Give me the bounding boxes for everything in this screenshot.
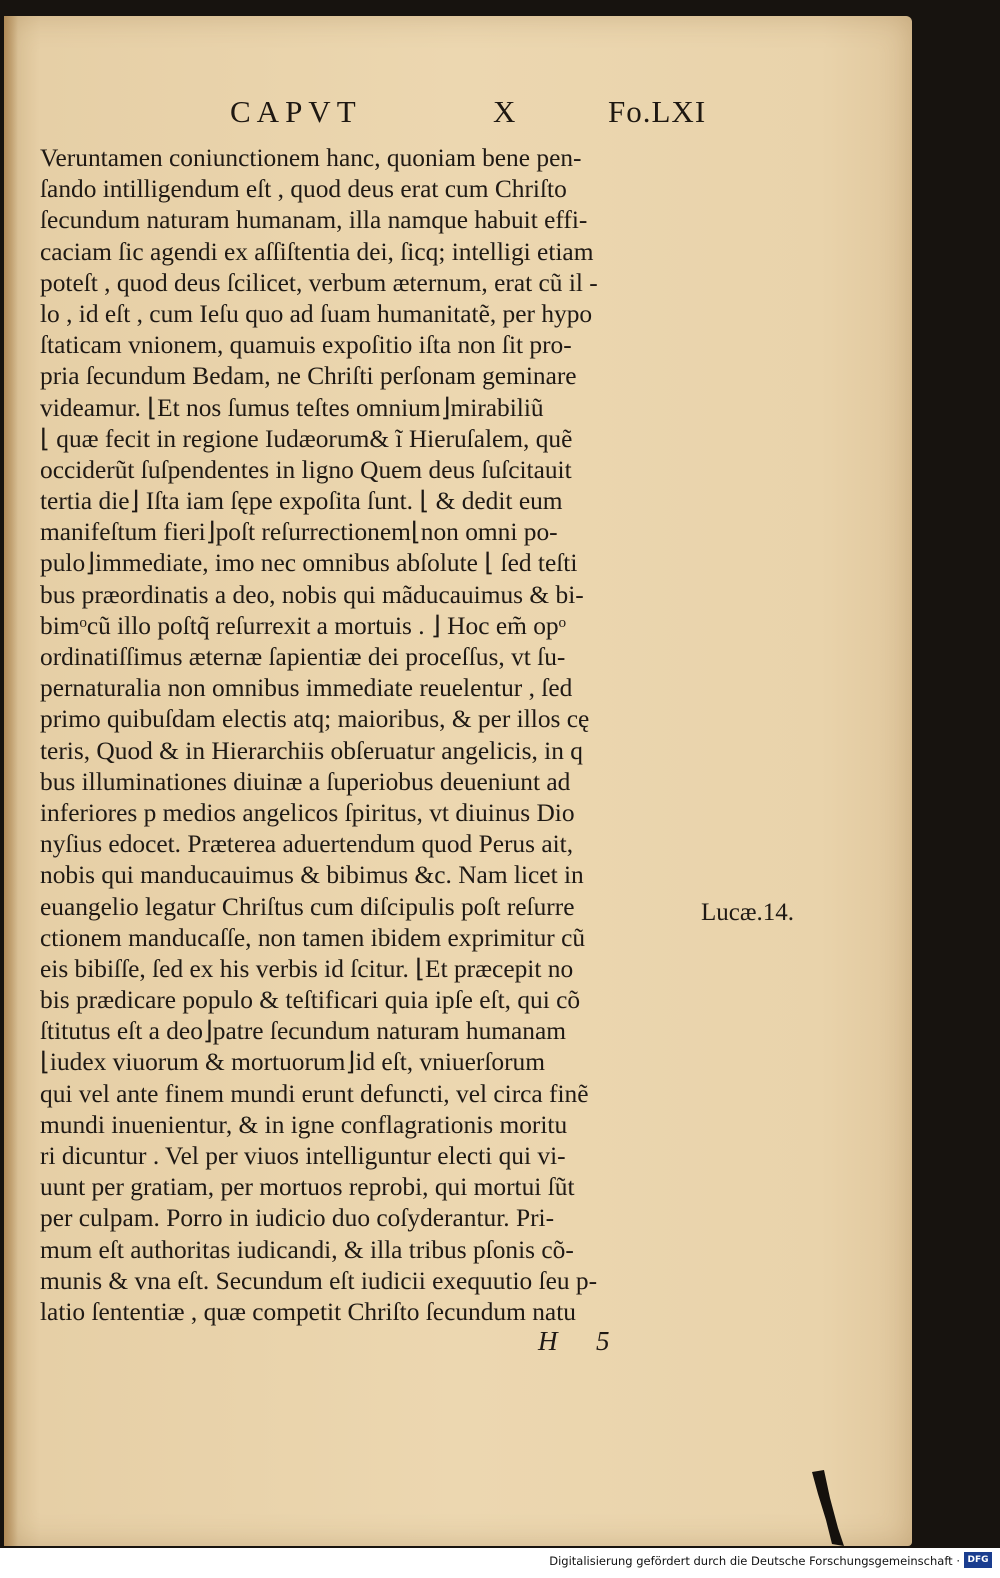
text-line: pria ſecundum Bedam, ne Chriſti perſonam geminare (40, 362, 577, 391)
text-line: ſtaticam vnionem, quamuis expoſitio iſta non ſit pro- (40, 331, 572, 360)
running-header (4, 94, 912, 134)
text-line: ordinatiſſimus æternæ ſapientiæ dei proceſſus, vt ſu- (40, 643, 566, 671)
text-line: munis & vna eſt. Secundum eſt iudicii exequutio ſeu p- (40, 1266, 598, 1295)
text-line: manifeſtum fieri⌋poſt reſurrectionem⌊non omni po- (40, 518, 558, 547)
text-line: per culpam. Porro in iudicio duo coſyderantur. Pri- (40, 1204, 555, 1233)
text-line: bis prædicare populo & teſtificari quia ipſe eſt, qui cõ (40, 986, 581, 1015)
text-line: ⌊ quæ fecit in regione Iudæorum& ĩ Hieruſalem, quẽ (40, 424, 573, 453)
text-line: occiderũt ſuſpendentes in ligno Quem deus ſuſcitauit (40, 455, 572, 484)
text-line: mum eſt authoritas iudicandi, & illa tribus pſonis cõ- (40, 1235, 574, 1264)
text-line: tertia die⌋ Iſta iam ſępe expoſita ſunt. ⌊ & dedit eum (40, 487, 563, 516)
text-line: lo , id eſt , cum Ieſu quo ad ſuam humanitatẽ, per hypo (40, 299, 593, 328)
text-line: bus præordinatis a deo, nobis qui mãducauimus & bi- (40, 580, 584, 609)
text-line: ri dicuntur . Vel per viuos intelliguntur electi qui vi- (40, 1142, 566, 1170)
header-folio: Fo.LXI (608, 94, 707, 129)
text-line: eis bibiſſe, ſed ex his verbis id ſcitur. ⌊Et præcepit no (40, 954, 574, 983)
text-line: latio ſententiæ , quæ competit Chriſto ſecundum natu (40, 1297, 576, 1326)
text-line: nobis qui manducauimus & bibimus &c. Nam licet in (40, 861, 584, 890)
text-line: pulo⌋immediate, imo nec omnibus abſolute ⌊ ſed teſti (40, 549, 578, 578)
text-line: ſando intilligendum eſt , quod deus erat cum Chriſto (40, 175, 567, 204)
text-line: ſtitutus eſt a deo⌋patre ſecundum naturam humanam (40, 1017, 567, 1046)
text-line: bimᵒcũ illo poſtq̃ reſurrexit a mortuis . ⌋ Hoc em̃ opᵒ (40, 611, 566, 640)
dfg-logo-icon: DFG (964, 1552, 992, 1568)
text-line: mundi inuenientur, & in igne conflagrationis moritu (40, 1110, 568, 1139)
text-line: bus illuminationes diuinæ a ſuperiobus deueniunt ad (40, 767, 571, 796)
text-line: ⌊iudex viuorum & mortuorum⌋id eſt, vniuerſorum (40, 1048, 545, 1077)
text-line: Veruntamen coniunctionem hanc, quoniam bene pen- (40, 144, 582, 172)
book-page (4, 16, 912, 1546)
text-line: inferiores p medios angelicos ſpiritus, vt diuinus Dio (40, 798, 575, 827)
header-chapter-number: X (493, 94, 519, 129)
header-caput: CAPVT (230, 94, 362, 129)
text-line: primo quibuſdam electis atq; maioribus, & per illos cę (40, 705, 590, 734)
signature-number: 5 (596, 1326, 610, 1356)
text-line: pernaturalia non omnibus immediate reuelentur , ſed (40, 674, 573, 703)
text-line: qui vel ante finem mundi erunt defuncti, vel circa finẽ (40, 1079, 589, 1108)
text-line: caciam ſic agendi ex aſſiſtentia dei, ſicq; intelligi etiam (40, 237, 594, 266)
text-line: videamur. ⌊Et nos ſumus teſtes omnium⌋mirabiliũ (40, 393, 544, 422)
text-line: euangelio legatur Chriſtus cum diſcipulis poſt reſurre (40, 892, 575, 921)
text-line: nyſius edocet. Præterea aduertendum quod Perus ait, (40, 830, 574, 859)
text-line: uunt per gratiam, per mortuos reprobi, qui mortui ſũt (40, 1173, 575, 1202)
page-gutter (4, 16, 18, 1546)
footer-credit: Digitalisierung gefördert durch die Deutsche Forschungsgemeinschaft · (549, 1554, 960, 1568)
body-text (40, 143, 720, 1328)
margin-note: Lucæ.14. (701, 899, 795, 926)
ink-stain-icon (808, 1468, 848, 1548)
text-line: ſecundum naturam humanam, illa namque habuit effi- (40, 206, 588, 235)
text-line: poteſt , quod deus ſcilicet, verbum æternum, erat cũ il - (40, 268, 598, 297)
text-line: teris, Quod & in Hierarchiis obſeruatur angelicis, in q (40, 736, 583, 765)
text-line: ctionem manducaſſe, non tamen ibidem exprimitur cũ (40, 923, 586, 952)
signature-letter: H (538, 1326, 558, 1356)
